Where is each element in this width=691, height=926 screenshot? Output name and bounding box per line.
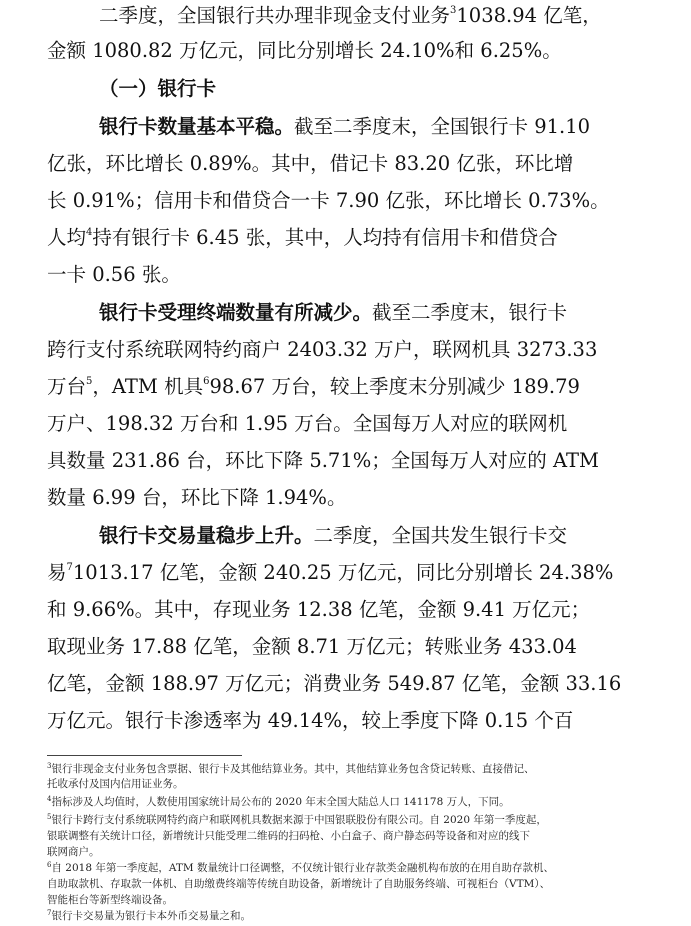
paragraph-line: 万户、198.32 万台和 1.95 万台。全国每万人对应的联网机 — [47, 412, 568, 435]
footnote-ref[interactable]: 6 — [203, 376, 210, 387]
footnote-line: 智能柜台等新型终端设备。 — [47, 894, 173, 906]
footnote-5: $^5$银行卡跨行支付系统联网特约商户和联网机具数据来源于中国银联股份有限公司。自 2020 年第一季度起， — [47, 813, 547, 826]
footnote-separator — [47, 755, 242, 756]
section-heading: （一）银行卡 — [99, 77, 217, 100]
footnote-ref[interactable]: 5 — [86, 376, 93, 387]
paragraph-line: 万亿元。银行卡渗透率为 49.14%，较上季度下降 0.15 个百 — [47, 709, 574, 732]
footnote-ref[interactable]: 3 — [450, 5, 457, 16]
paragraph-line: 金额 1080.82 万亿元，同比分别增长 24.10%和 6.25%。 — [47, 39, 562, 62]
paragraph-line: 跨行支付系统联网特约商户 2403.32 万户，联网机具 3273.33 — [47, 338, 598, 361]
paragraph-lead: 银行卡交易量稳步上升。 — [99, 524, 314, 547]
paragraph-line: 人均$^4$持有银行卡 6.45 张，其中，人均持有信用卡和借贷合 — [47, 226, 558, 249]
paragraph-line: 长 0.91%；信用卡和借贷合一卡 7.90 亿张，环比增长 0.73%。 — [47, 189, 610, 212]
paragraph-lead: 银行卡受理终端数量有所减少。 — [99, 301, 373, 324]
paragraph-line: 亿笔，金额 188.97 万亿元；消费业务 549.87 亿笔，金额 33.16 — [47, 672, 622, 695]
paragraph-line: 亿张，环比增长 0.89%。其中，借记卡 83.20 亿张，环比增 — [47, 152, 574, 175]
paragraph-line: 一卡 0.56 张。 — [47, 263, 181, 286]
footnote-3: $^3$银行非现金支付业务包含票据、银行卡及其他结算业务。其中，其他结算业务包含贷记转账、直接借记、 — [47, 762, 535, 775]
paragraph-line: 数量 6.99 台，环比下降 1.94%。 — [47, 486, 347, 509]
paragraph-line: 和 9.66%。其中，存现业务 12.38 亿笔，金额 9.41 万亿元； — [47, 598, 591, 621]
footnote-line: 自助取款机、存取款一体机、自助缴费终端等传统自助设备，新增统计了自助服务终端、可视柜台（VTM）、 — [47, 878, 551, 890]
paragraph-lead: 银行卡数量基本平稳。 — [99, 115, 295, 138]
footnote-ref[interactable]: 7 — [66, 562, 73, 573]
footnote-line: 联网商户。 — [47, 846, 100, 858]
paragraph-line: 银行卡交易量稳步上升。二季度，全国共发生银行卡交 — [99, 524, 568, 547]
paragraph-line: 取现业务 17.88 亿笔，金额 8.71 万亿元；转账业务 433.04 — [47, 635, 577, 658]
footnote-4: $^4$指标涉及人均值时，人数使用国家统计局公布的 2020 年末全国大陆总人口 141178 万人，下同。 — [47, 795, 510, 808]
paragraph-line: 银行卡数量基本平稳。截至二季度末，全国银行卡 91.10 — [99, 115, 591, 138]
footnote-ref[interactable]: 4 — [86, 227, 93, 238]
paragraph-line: 易$^7$1013.17 亿笔，金额 240.25 万亿元，同比分别增长 24.38% — [47, 561, 614, 584]
paragraph-line: 二季度，全国银行共办理非现金支付业务$^3$1038.94 亿笔， — [99, 4, 602, 27]
paragraph-line: 银行卡受理终端数量有所减少。截至二季度末，银行卡 — [99, 301, 568, 324]
footnote-line: 银联调整有关统计口径，新增统计只能受理二维码的扫码枪、小白盒子、商户静态码等设备和对应的线下 — [47, 830, 530, 842]
paragraph-line: 万台$^5$，ATM 机具$^6$98.67 万台，较上季度末分别减少 189.79 — [47, 375, 580, 398]
paragraph-line: 具数量 231.86 台，环比下降 5.71%；全国每万人对应的 ATM — [47, 449, 599, 472]
footnote-6: $^6$自 2018 年第一季度起，ATM 数量统计口径调整，不仅统计银行业存款类金融机构布放的在用自助存款机、 — [47, 861, 554, 874]
footnote-7: $^7$银行卡交易量为银行卡本外币交易量之和。 — [47, 909, 251, 922]
footnote-line: 托收承付及国内信用证业务。 — [47, 778, 184, 790]
